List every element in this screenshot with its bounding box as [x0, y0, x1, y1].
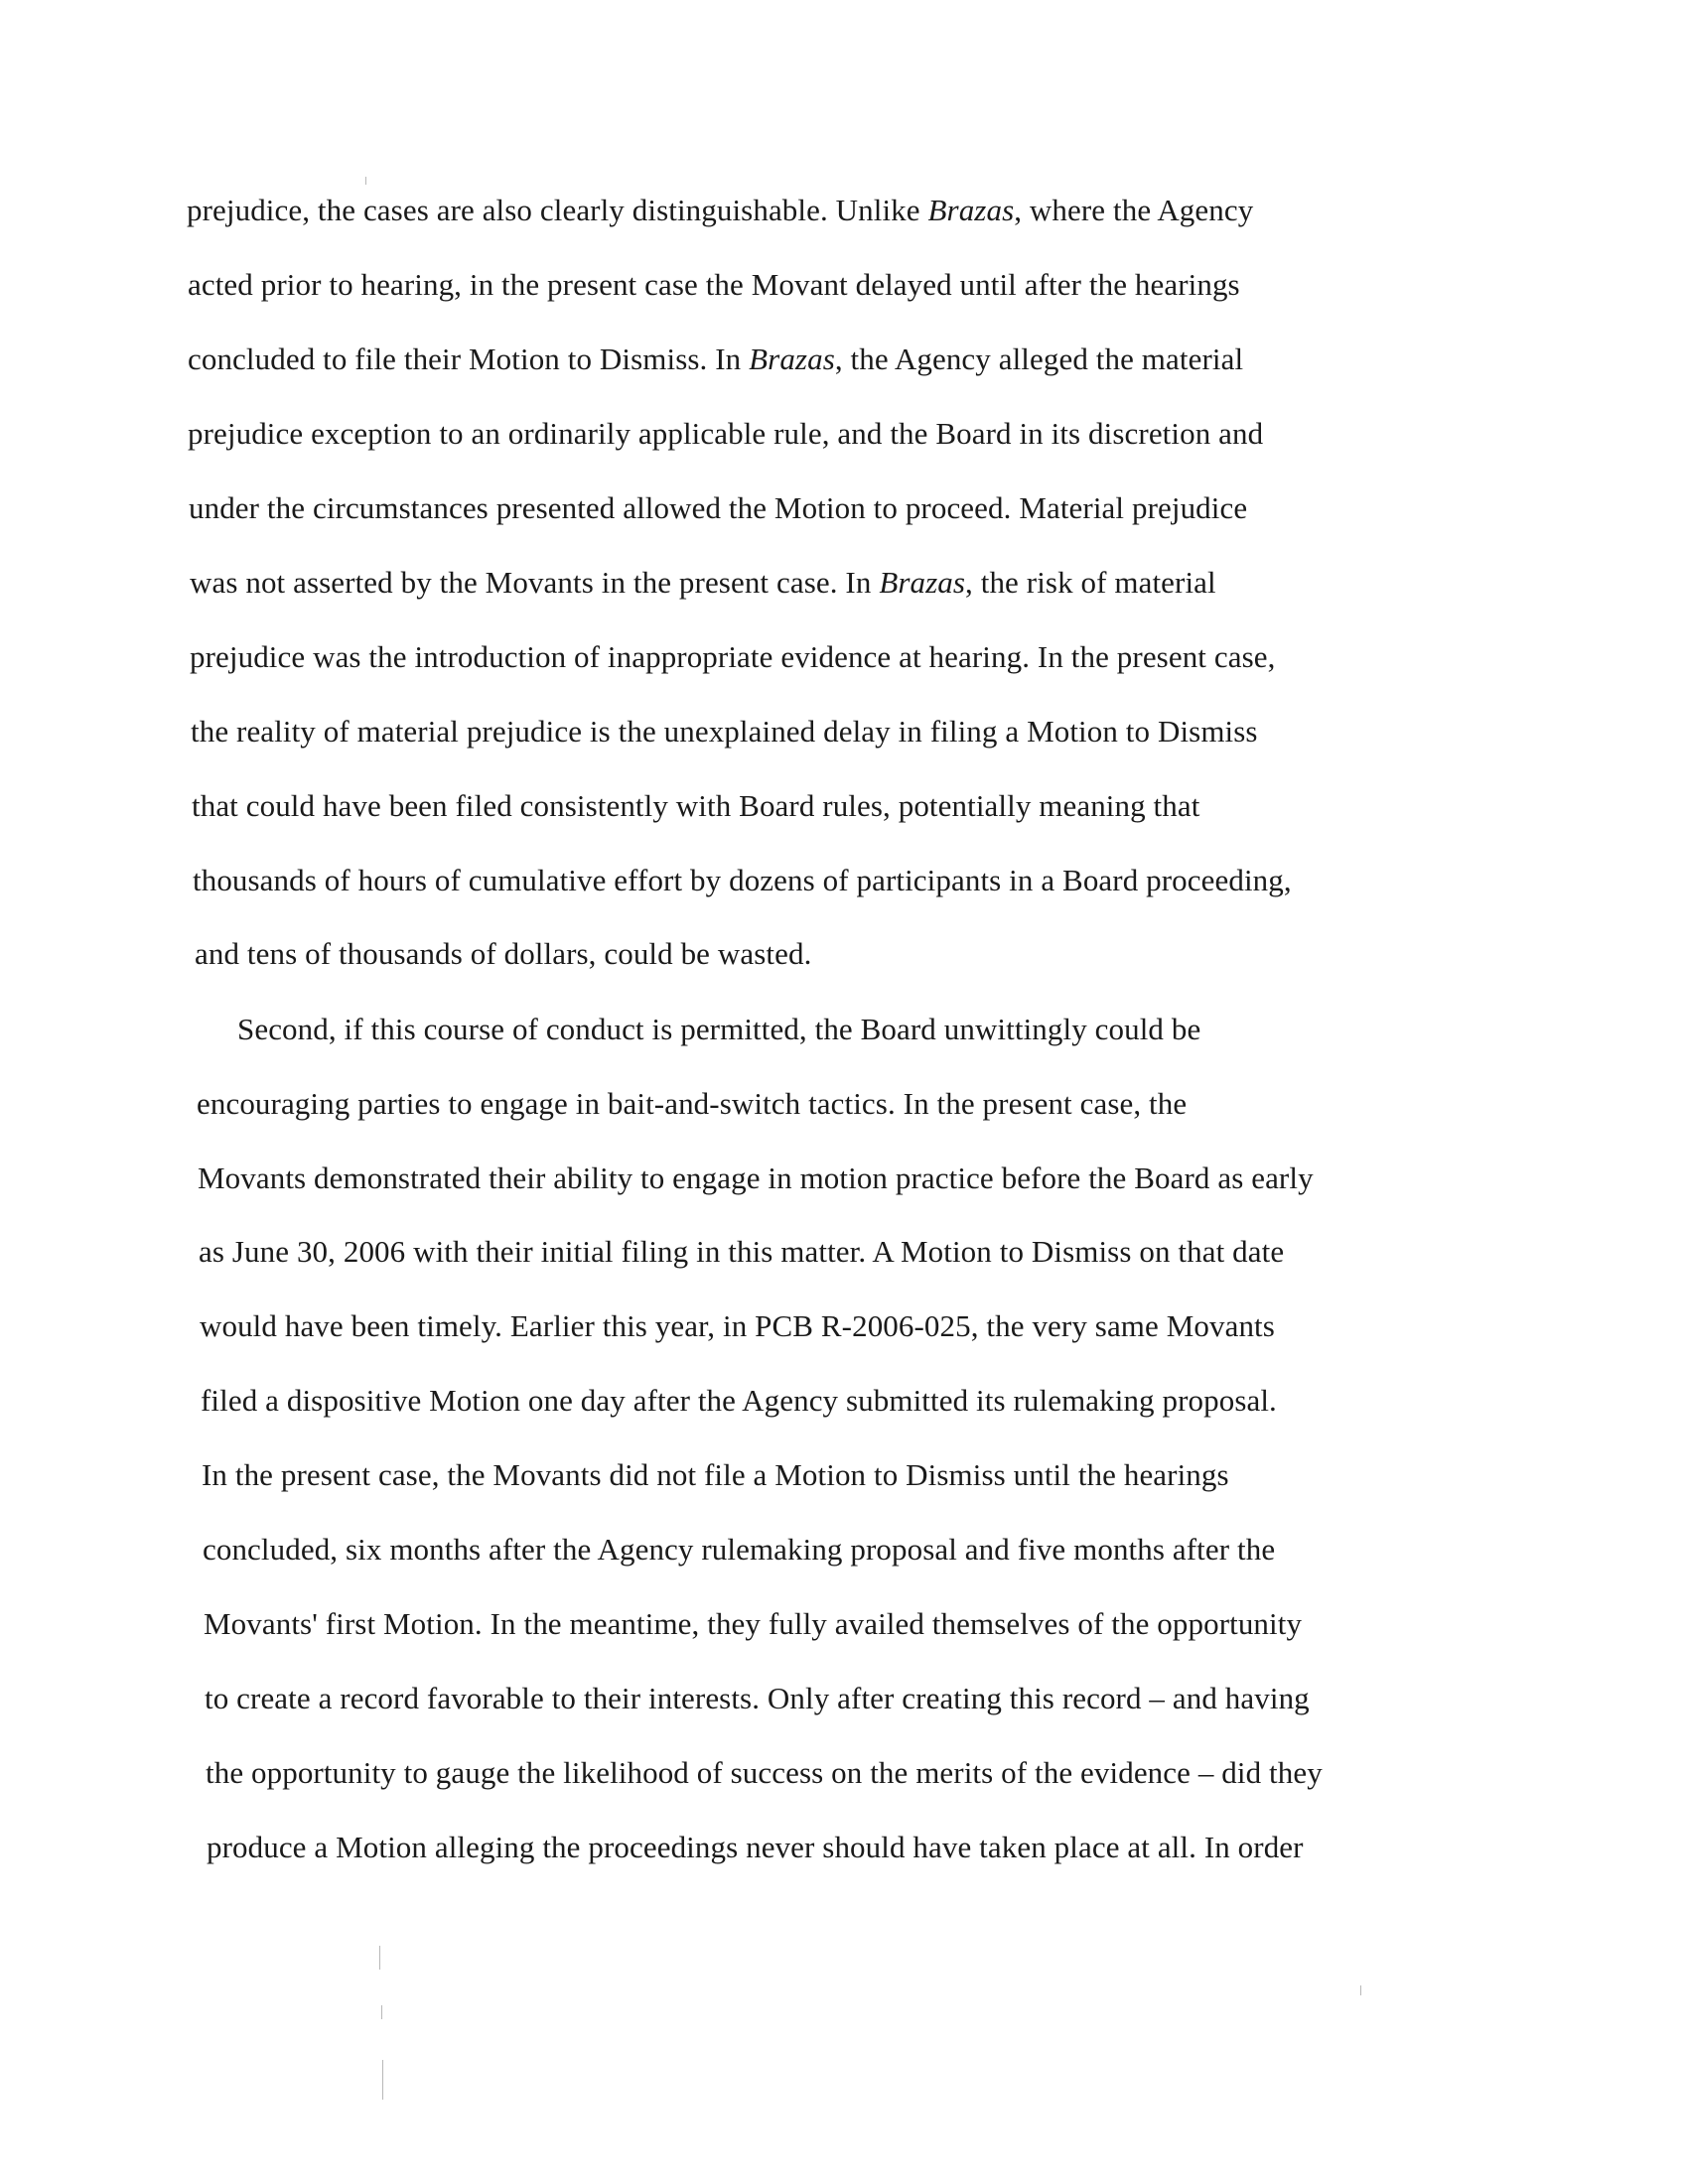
text-line-10: [193, 863, 1292, 898]
line-8-text: the reality of material prejudice is the unexplained delay in filing a Motion to Dismiss: [191, 714, 1258, 749]
text-line-22: [206, 1755, 1323, 1791]
line-20-text: Movants' first Motion. In the meantime, they fully availed themselves of the opportunity: [204, 1606, 1303, 1641]
scan-speck: [1360, 1985, 1361, 1995]
line-5-text: under the circumstances presented allowed the Motion to proceed. Material prejudice: [189, 490, 1248, 525]
case-name-brazas: Brazas: [927, 193, 1015, 227]
line-1-text: prejudice, the cases are also clearly distinguishable. Unlike: [187, 193, 928, 227]
text-line-11: [195, 936, 811, 972]
line-11-text: and tens of thousands of dollars, could be wasted.: [195, 936, 812, 971]
line-14-text: Movants demonstrated their ability to engage in motion practice before the Board as early: [198, 1160, 1314, 1195]
text-line-6: [190, 565, 1216, 601]
text-line-18: [202, 1457, 1229, 1493]
text-line-1: [187, 193, 1253, 228]
line-13-text: encouraging parties to engage in bait-and-switch tactics. In the present case, the: [197, 1086, 1188, 1121]
line-21-text: to create a record favorable to their interests. Only after creating this record – and having: [205, 1681, 1310, 1715]
case-name-brazas: Brazas: [879, 565, 966, 600]
line-12-text: Second, if this course of conduct is permitted, the Board unwittingly could be: [237, 1012, 1201, 1046]
text-line-16: [200, 1308, 1275, 1344]
line-19-text: concluded, six months after the Agency rulemaking proposal and five months after the: [203, 1532, 1276, 1567]
scan-speck: [382, 2060, 383, 2100]
scan-speck: [381, 2005, 382, 2019]
line-4-text: prejudice exception to an ordinarily applicable rule, and the Board in its discretion and: [188, 416, 1264, 451]
line-10-text: thousands of hours of cumulative effort by dozens of participants in a Board proceeding,: [193, 863, 1292, 897]
text-line-7: [190, 639, 1275, 675]
text-line-19: [203, 1532, 1275, 1568]
line-1-text-end: , where the Agency: [1014, 193, 1254, 227]
line-3-text-end: , the Agency alleged the material: [834, 341, 1244, 376]
scan-speck: [365, 177, 366, 185]
text-line-20: [204, 1606, 1302, 1642]
line-3-text: concluded to file their Motion to Dismiss. In: [188, 341, 750, 376]
line-7-text: prejudice was the introduction of inappropriate evidence at hearing. In the present case,: [190, 639, 1276, 674]
line-23-text: produce a Motion alleging the proceedings never should have taken place at all. In order: [207, 1830, 1304, 1864]
case-name-brazas: Brazas: [749, 341, 835, 376]
line-17-text: filed a dispositive Motion one day after the Agency submitted its rulemaking proposal.: [201, 1383, 1277, 1418]
line-18-text: In the present case, the Movants did not file a Motion to Dismiss until the hearings: [202, 1457, 1229, 1492]
text-line-4: [188, 416, 1263, 452]
line-15-text: as June 30, 2006 with their initial filing in this matter. A Motion to Dismiss on that date: [199, 1234, 1285, 1269]
scan-speck: [379, 1946, 380, 1970]
text-line-21: [205, 1681, 1310, 1716]
line-22-text: the opportunity to gauge the likelihood of success on the merits of the evidence – did they: [206, 1755, 1323, 1790]
text-line-23: [207, 1830, 1304, 1865]
text-line-12: [237, 1012, 1200, 1047]
text-line-14: [198, 1160, 1314, 1196]
text-line-2: [188, 267, 1240, 303]
line-9-text: that could have been filed consistently with Board rules, potentially meaning that: [192, 788, 1200, 823]
line-2-text: acted prior to hearing, in the present case the Movant delayed until after the hearings: [188, 267, 1240, 302]
text-line-9: [192, 788, 1199, 824]
text-line-8: [191, 714, 1258, 750]
text-line-5: [189, 490, 1247, 526]
line-6-text: was not asserted by the Movants in the present case. In: [190, 565, 880, 600]
text-line-17: [201, 1383, 1277, 1419]
text-line-13: [197, 1086, 1187, 1122]
text-line-3: [188, 341, 1243, 377]
line-6-text-end: , the risk of material: [965, 565, 1216, 600]
text-line-15: [199, 1234, 1284, 1270]
line-16-text: would have been timely. Earlier this year, in PCB R-2006-025, the very same Movants: [200, 1308, 1275, 1343]
